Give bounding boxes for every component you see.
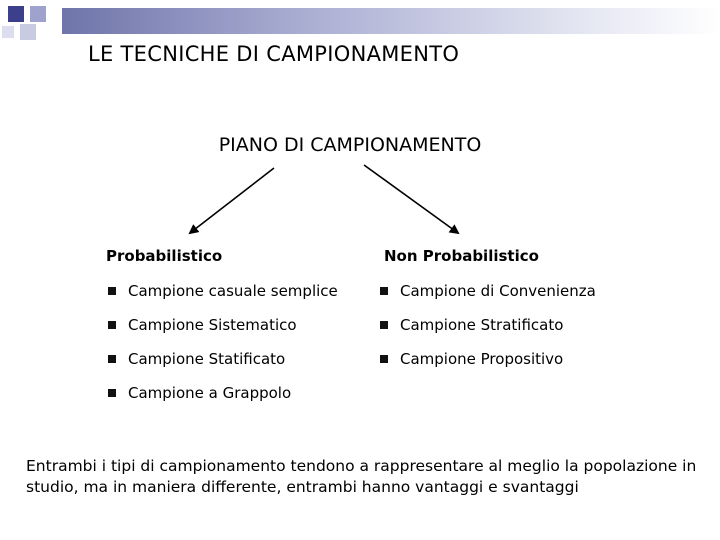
- list-item-label: Campione a Grappolo: [128, 384, 292, 402]
- square-bullet-icon: [380, 321, 388, 329]
- square-bullet-icon: [108, 321, 116, 329]
- plan-title: PIANO DI CAMPIONAMENTO: [218, 134, 482, 156]
- list-item-label: Campione Sistematico: [128, 316, 297, 334]
- arrow-right: [364, 165, 458, 233]
- square-bullet-icon: [380, 355, 388, 363]
- column-heading-probabilistic: Probabilistico: [106, 247, 223, 265]
- list-item-label: Campione di Convenienza: [400, 282, 596, 300]
- list-item-label: Campione Stratificato: [400, 316, 564, 334]
- list-item: [108, 383, 338, 417]
- footer-note: Entrambi i tipi di campionamento tendono a rappresentare al meglio la popolazione in studio, ma in maniera differente, entrambi hanno vantaggi e svantaggi: [26, 457, 697, 496]
- slide-title: LE TECNICHE DI CAMPIONAMENTO: [88, 42, 460, 66]
- square-bullet-icon: [108, 355, 116, 363]
- list-item-label: Campione Statificato: [128, 350, 286, 368]
- arrow-left: [190, 168, 274, 233]
- square-bullet-icon: [380, 287, 388, 295]
- list-item-label: Campione Propositivo: [400, 350, 564, 368]
- list-item: [380, 281, 596, 315]
- list-item: [108, 281, 338, 315]
- column-heading-non-probabilistic: Non Probabilistico: [384, 247, 539, 265]
- list-item: [380, 349, 596, 383]
- list-item: [108, 349, 338, 383]
- probabilistic-list: [108, 281, 338, 417]
- square-bullet-icon: [108, 389, 116, 397]
- list-item: [380, 315, 596, 349]
- square-bullet-icon: [108, 287, 116, 295]
- non-probabilistic-list: [380, 281, 596, 383]
- list-item: [108, 315, 338, 349]
- list-item-label: Campione casuale semplice: [128, 282, 338, 300]
